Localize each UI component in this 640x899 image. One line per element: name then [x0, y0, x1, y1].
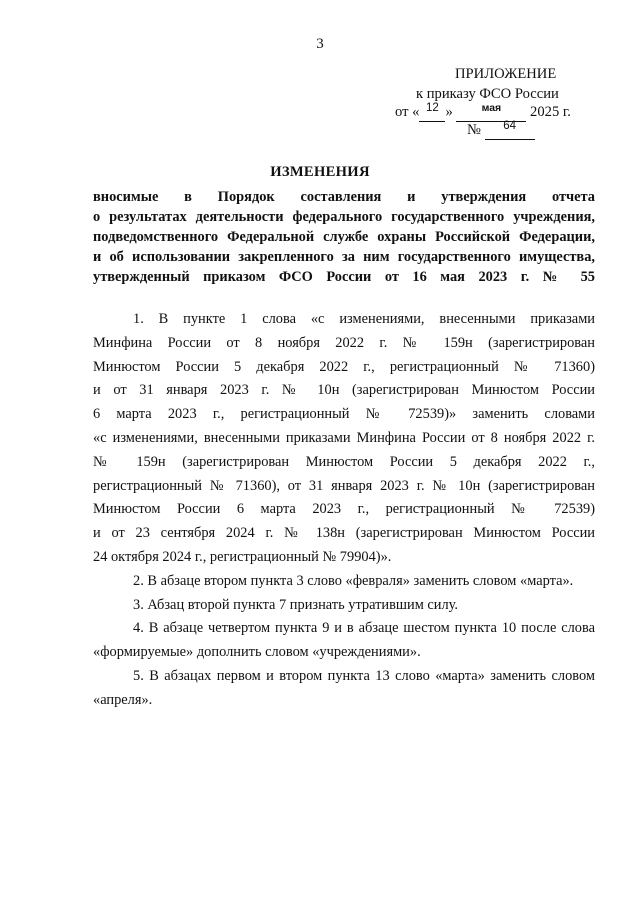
- body-line: 2. В абзаце втором пункта 3 слово «февраля» заменить словом «марта».: [133, 572, 574, 589]
- body-line: регистрационный № 71360), от 31 января 2023 г. № 10н (зарегистрирован: [93, 477, 595, 494]
- appendix-number: [467, 120, 535, 140]
- body-line: 4. В абзаце четвертом пункта 9 и в абзаце шестом пункта 10 после слова: [133, 620, 595, 637]
- body-line: 6 марта 2023 г., регистрационный № 72539)» заменить словами: [93, 406, 595, 423]
- date-month: мая: [481, 102, 502, 114]
- date-day-field: [419, 102, 445, 122]
- page-number: 3: [316, 36, 324, 52]
- body-line: и от 31 января 2023 г. № 10н (зарегистрирован Минюстом России: [93, 382, 595, 399]
- date-mid: »: [445, 104, 453, 120]
- subtitle-line: о результатах деятельности федерального государственного учреждения,: [93, 209, 595, 225]
- subtitle-line: и об использовании закрепленного за ним государственного имущества,: [93, 249, 595, 265]
- date-day: 12: [426, 102, 439, 114]
- document-body: [93, 308, 595, 713]
- body-line: Минюстом России 5 декабря 2022 г., регистрационный № 71360): [93, 358, 595, 375]
- body-line: № 159н (зарегистрирован Минюстом России 5 декабря 2022 г.,: [93, 453, 595, 470]
- number-prefix: №: [467, 122, 481, 138]
- document-subtitle: [93, 187, 595, 287]
- body-line: «формируемые» дополнить словом «учреждениями».: [93, 644, 421, 661]
- body-line: Минюстом России 6 марта 2023 г., регистрационный № 72539): [93, 501, 595, 518]
- body-line: «апреля».: [93, 691, 153, 708]
- date-prefix: от «: [395, 104, 420, 120]
- subtitle-line: вносимые в Порядок составления и утверждения отчета: [93, 189, 595, 205]
- body-line: и от 23 сентября 2024 г. № 138н (зарегистрирован Минюстом России: [93, 525, 595, 542]
- body-line: Минфина России от 8 ноября 2022 г. № 159н (зарегистрирован: [93, 334, 595, 351]
- subtitle-line: подведомственного Федеральной службе охраны Российской Федерации,: [93, 229, 595, 245]
- appendix-title: ПРИЛОЖЕНИЕ: [455, 66, 557, 82]
- body-line: 1. В пункте 1 слова «с изменениями, внесенными приказами: [133, 311, 595, 327]
- subtitle-line: утвержденный приказом ФСО России от 16 мая 2023 г. № 55: [93, 269, 595, 285]
- appendix-order: к приказу ФСО России: [416, 86, 559, 102]
- body-line: «с изменениями, внесенными приказами Минфина России от 8 ноября 2022 г.: [93, 429, 595, 446]
- order-number: 64: [503, 120, 516, 132]
- body-line: 3. Абзац второй пункта 7 признать утратившим силу.: [133, 596, 459, 613]
- document-heading: ИЗМЕНЕНИЯ: [270, 164, 370, 180]
- body-line: 24 октября 2024 г., регистрационный № 79904)».: [93, 548, 392, 565]
- body-line: 5. В абзацах первом и втором пункта 13 слово «марта» заменить словом: [133, 667, 595, 684]
- appendix-date: [395, 102, 571, 122]
- date-year: 2025 г.: [530, 104, 571, 120]
- number-field: [485, 120, 535, 140]
